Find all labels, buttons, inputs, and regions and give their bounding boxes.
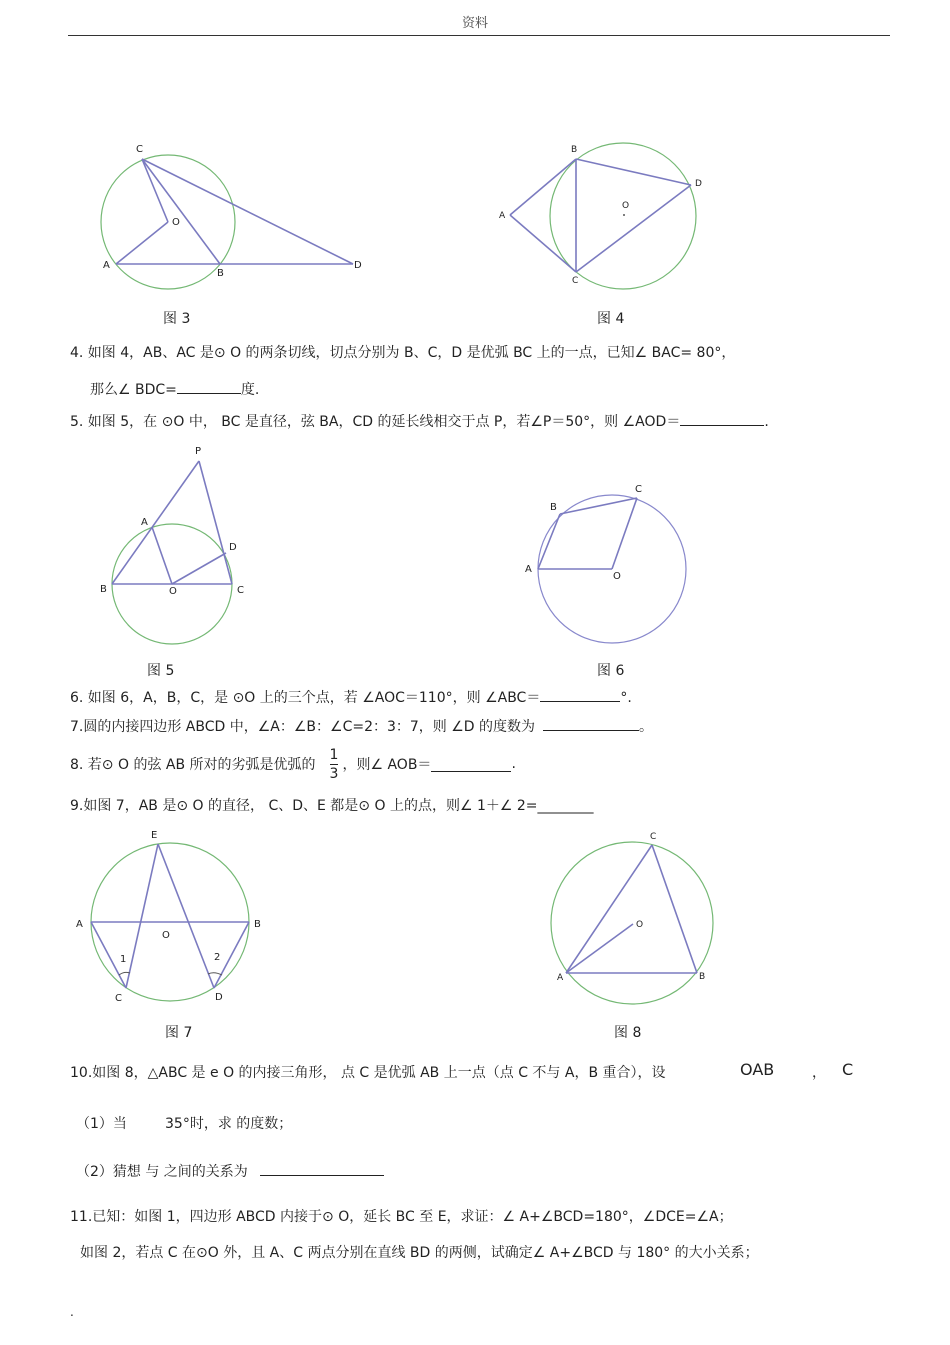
fig3-label-C: C <box>136 144 143 155</box>
fig8-caption: 图 8 <box>614 1025 642 1041</box>
fig6-label-C: C <box>635 484 642 495</box>
fig7-seg-ED <box>158 844 214 988</box>
fig3-seg-AO <box>116 222 168 264</box>
fig4-label-B: B <box>571 145 578 155</box>
fig6-label-A: A <box>525 564 532 575</box>
fig6-label-B: B <box>550 502 557 513</box>
fig5-label-B: B <box>100 584 107 595</box>
problem-10-c: C <box>842 1060 854 1079</box>
problem-10-q2-answer-blank[interactable] <box>260 1175 384 1176</box>
problem-7-suffix: 。 <box>639 719 654 735</box>
fig8-seg-CB <box>652 845 697 973</box>
fig5-seg-AO <box>152 527 172 584</box>
fig4-seg-AB <box>510 159 576 215</box>
problem-10-q1-text: 35°时，求 的度数； <box>165 1116 293 1132</box>
fig6-label-O: O <box>613 571 621 582</box>
fig5-label-P: P <box>195 446 202 457</box>
figure-5 <box>95 440 265 650</box>
fig7-caption: 图 7 <box>165 1025 193 1041</box>
problem-11-line-1: 11.已知：如图 1，四边形 ABCD 内接于⊙ O，延长 BC 至 E，求证：∠ A+∠BCD=180°，∠DCE=∠A； <box>70 1209 733 1225</box>
problem-9: 9.如图 7，AB 是⊙ O 的直径， C、D、E 都是⊙ O 上的点，则∠ 1＋∠ 2=________ <box>70 798 594 814</box>
problem-8-suffix: . <box>511 756 516 772</box>
fig3-label-B: B <box>217 268 224 279</box>
problem-4-suffix: 度. <box>240 382 260 398</box>
fig4-seg-CD <box>576 185 691 272</box>
header-rule <box>68 35 890 36</box>
fig7-label-A: A <box>76 919 83 930</box>
fig8-seg-AO <box>566 924 633 973</box>
problem-11-line-2: 如图 2，若点 C 在⊙O 外，且 A、C 两点分别在直线 BD 的两侧，试确定∠ A+∠BCD 与 180° 的大小关系； <box>80 1245 759 1261</box>
fig3-seg-CB <box>142 159 220 264</box>
fig7-seg-CE <box>126 844 158 988</box>
fig6-seg-CO <box>612 498 637 569</box>
problem-6-answer-blank[interactable] <box>540 701 620 702</box>
problem-4-line-1: 4. 如图 4，AB、AC 是⊙ O 的两条切线，切点分别为 B、C，D 是优弧 BC 上的一点，已知∠ BAC= 80°， <box>70 345 736 361</box>
fig4-seg-AC <box>510 215 576 272</box>
problem-6-suffix: °. <box>620 690 632 706</box>
problem-8 <box>70 744 516 784</box>
fig3-seg-CO <box>142 159 168 222</box>
problem-10-q2 <box>76 1161 384 1181</box>
fig5-label-D: D <box>229 542 237 553</box>
figure-6 <box>520 480 700 650</box>
fig5-label-C: C <box>237 585 244 596</box>
fig3-label-O: O <box>172 217 180 228</box>
fig8-label-O: O <box>636 920 644 930</box>
problem-10-main: 10.如图 8，△ABC 是 e O 的内接三角形， 点 C 是优弧 AB 上一点（点 C 不与 A，B 重合），设 <box>70 1065 666 1081</box>
problem-8-fraction <box>330 746 339 783</box>
fig6-caption: 图 6 <box>597 663 625 679</box>
fig5-label-O: O <box>169 586 177 597</box>
fig6-seg-AB <box>538 514 560 569</box>
fig5-seg-OD <box>172 553 226 584</box>
figure-8 <box>545 825 730 1010</box>
fig8-label-B: B <box>699 972 706 982</box>
problem-5-text: 5. 如图 5，在 ⊙O 中， BC 是直径，弦 BA，CD 的延长线相交于点 P，若∠P＝50°，则 ∠AOD＝ <box>70 414 681 430</box>
problem-4-answer-blank[interactable] <box>177 393 241 394</box>
problem-10-q2-text: （2）猜想 与 之间的关系为 <box>76 1164 248 1180</box>
fig4-label-A: A <box>499 211 506 221</box>
fig5-seg-BP <box>112 461 199 584</box>
fig5-label-A: A <box>141 517 148 528</box>
problem-6-text: 6. 如图 6，A，B，C，是 ⊙O 上的三个点，若 ∠AOC＝110°，则 ∠ABC＝ <box>70 690 541 706</box>
problem-10-q1-prefix: （1）当 <box>76 1116 127 1132</box>
fig5-caption: 图 5 <box>147 663 175 679</box>
fig7-label-1: 1 <box>120 954 127 965</box>
problem-8-mid: ，则∠ AOB＝ <box>342 757 432 773</box>
figure-3 <box>95 140 375 285</box>
problem-8-text: 8. 若⊙ O 的弦 AB 所对的劣弧是优弧的 <box>70 757 316 773</box>
problem-4-prefix: 那么∠ BDC= <box>90 382 177 398</box>
fig7-angle-2-arc <box>208 973 222 975</box>
fig8-seg-AC <box>566 845 652 973</box>
problem-8-numerator: 1 <box>329 746 339 763</box>
fig3-caption: 图 3 <box>163 311 191 327</box>
fig4-label-C: C <box>572 276 579 286</box>
fig8-circle <box>551 842 713 1004</box>
problem-7-text: 7.圆的内接四边形 ABCD 中，∠A：∠B：∠C=2：3：7，则 ∠D 的度数为 <box>70 719 536 735</box>
footer-mark: . <box>70 1305 74 1319</box>
problem-7-answer-blank[interactable] <box>543 730 639 731</box>
problem-5-suffix: . <box>764 414 769 430</box>
fig4-circle <box>550 143 696 289</box>
problem-8-answer-blank[interactable] <box>431 757 511 772</box>
problem-5 <box>70 411 769 431</box>
problem-4-line-2 <box>90 379 259 399</box>
fig7-label-D: D <box>215 992 223 1003</box>
fig3-label-A: A <box>103 260 110 271</box>
fig7-label-E: E <box>151 830 158 841</box>
fig8-label-A: A <box>557 973 564 983</box>
problem-6 <box>70 687 632 707</box>
fig7-label-2: 2 <box>214 952 221 963</box>
problem-7 <box>70 716 653 736</box>
problem-8-denominator: 3 <box>329 765 339 782</box>
fig4-center-dot <box>623 214 625 216</box>
fig4-caption: 图 4 <box>597 311 625 327</box>
page-header: 资料 <box>461 16 488 31</box>
fig3-seg-CD <box>142 159 353 264</box>
problem-5-answer-blank[interactable] <box>680 425 764 426</box>
fig3-label-D: D <box>354 260 362 271</box>
fig8-label-C: C <box>650 832 657 842</box>
figure-7 <box>72 825 272 1010</box>
fig4-label-D: D <box>695 179 702 189</box>
fig7-label-O: O <box>162 930 170 941</box>
fig7-label-B: B <box>254 919 261 930</box>
fig4-label-O: O <box>622 201 630 211</box>
problem-10-comma: ， <box>812 1065 826 1081</box>
fig7-label-C: C <box>115 993 122 1004</box>
problem-10-oab: OAB <box>740 1060 775 1079</box>
fig6-seg-BC <box>560 498 637 514</box>
figure-4 <box>495 140 715 290</box>
